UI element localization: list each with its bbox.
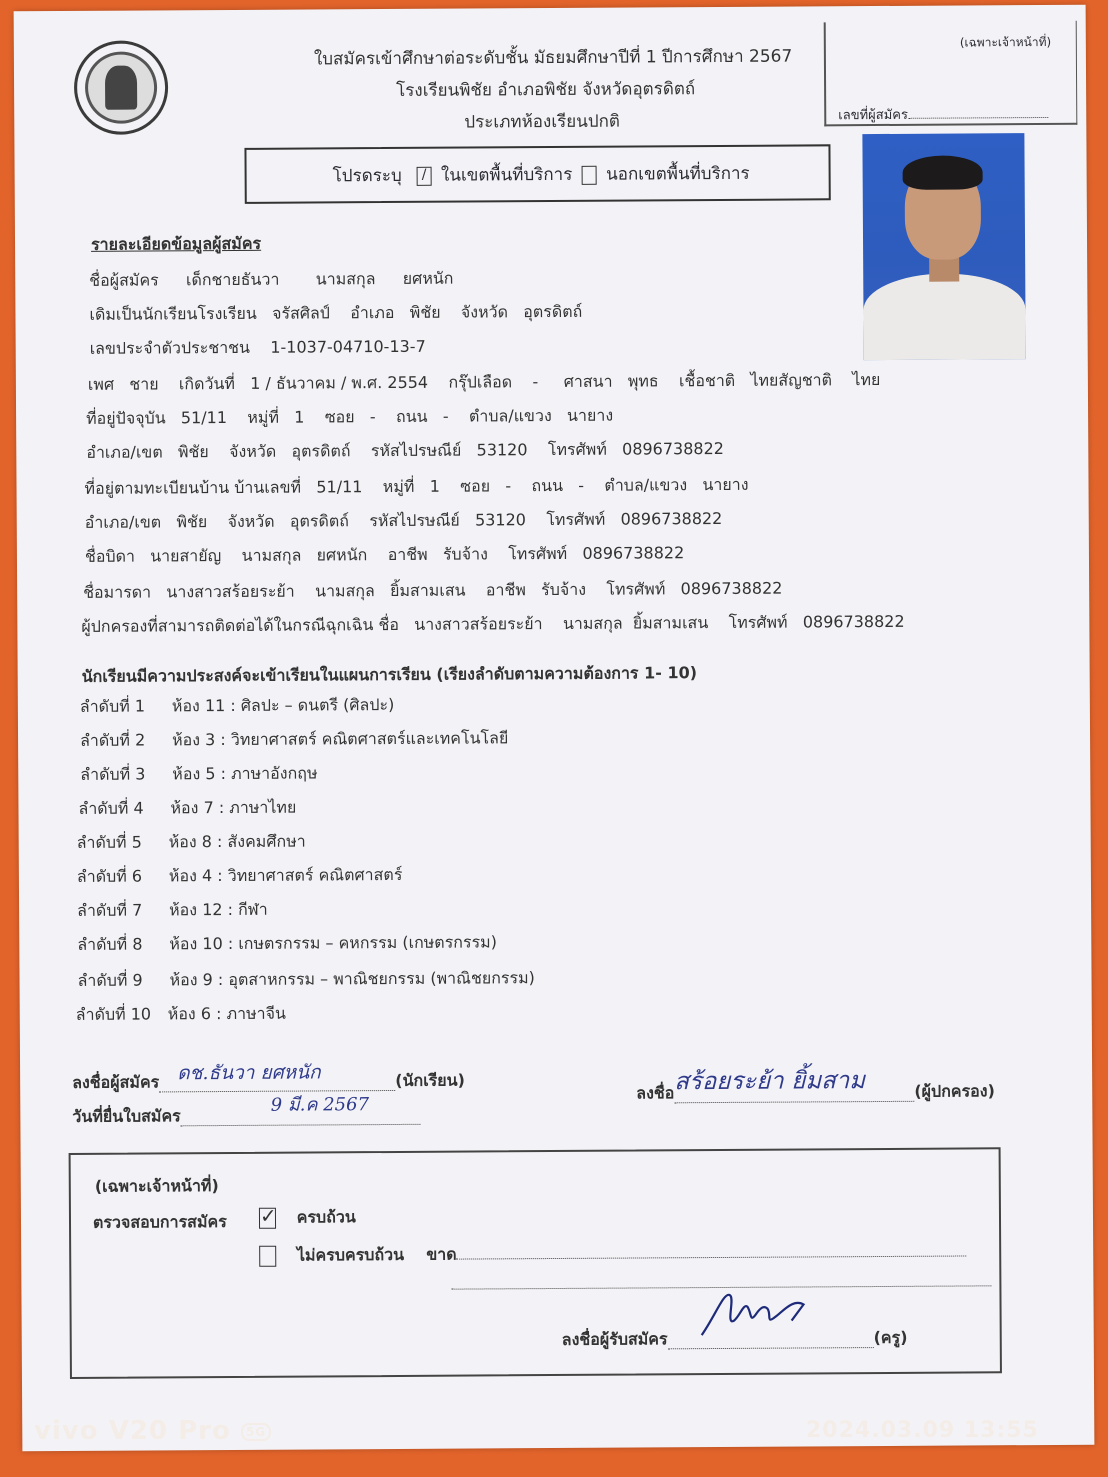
plan-room: ห้อง 8 : สังคมศึกษา <box>168 831 306 852</box>
submission-date-row: วันที่ยื่นใบสมัคร 9 มี.ค 2567 <box>72 1103 421 1130</box>
camera-timestamp: 2024.03.09 13:55 <box>806 1418 1039 1443</box>
verification-label: ตรวจสอบการสมัคร <box>92 1212 227 1232</box>
plan-room: ห้อง 9 : อุตสาหกรรม – พาณิชยกรรม (พาณิชยกรรม) <box>169 968 535 990</box>
study-plan-item <box>77 966 534 994</box>
plan-room: ห้อง 7 : ภาษาไทย <box>170 797 297 818</box>
outside-area-checkbox[interactable] <box>582 165 597 184</box>
plan-room: ห้อง 4 : วิทยาศาสตร์ คณิตศาสตร์ <box>168 864 403 886</box>
5g-badge: 5G <box>241 1423 271 1441</box>
plan-rank: ลำดับที่ 5 <box>76 832 142 852</box>
staff-box-title: (เฉพาะเจ้าหน้าที่) <box>94 1176 219 1196</box>
applicant-signature-row: ลงชื่อผู้สมัคร ดช.ธันวา ยศหนัก (นักเรียน) <box>72 1069 465 1096</box>
study-plan-item <box>77 863 403 890</box>
plan-rank: ลำดับที่ 10 <box>75 1004 152 1024</box>
area-prompt: โปรดระบุ <box>332 165 402 187</box>
plan-room: ห้อง 12 : กีฬา <box>169 899 268 920</box>
applicant-number-field: เลขที่ผู้สมัคร <box>838 103 1048 125</box>
national-id-row: เลขประจำตัวประชาชน 1-1037-04710-13-7 <box>89 336 426 358</box>
study-plan-item <box>80 726 508 754</box>
form-title: ใบสมัครเข้าศึกษาต่อระดับชั้น มัธยมศึกษาปีที่ 1 ปีการศึกษา 2567 <box>313 46 793 70</box>
guardian-row: ผู้ปกครองที่สามารถติดต่อได้ในกรณีฉุกเฉิน ชื่อ นางสาวสร้อยระย้า นามสกุล ยิ้มสามเสน โทรศัพท์ 0896738822 <box>81 611 905 636</box>
guardian-signature: สร้อยระย้า ยิ้มสาม <box>674 1066 866 1096</box>
receiver-signature-row: ลงชื่อผู้รับสมัคร (ครู) <box>562 1326 908 1353</box>
plan-room: ห้อง 10 : เกษตรกรรม – คหกรรม (เกษตรกรรม) <box>169 932 497 954</box>
service-area-choice <box>244 144 830 204</box>
classroom-type: ประเภทห้องเรียนปกติ <box>464 111 620 133</box>
study-plan-item <box>77 898 268 924</box>
plan-rank: ลำดับที่ 2 <box>80 730 146 750</box>
incomplete-checkbox[interactable] <box>259 1246 276 1267</box>
plan-room: ห้อง 5 : ภาษาอังกฤษ <box>172 763 318 784</box>
receiver-signature <box>695 1284 815 1343</box>
registered-district-row: อำเภอ/เขต พิชัย จังหวัด อุตรดิตถ์ รหัสไปรษณีย์ 53120 โทรศัพท์ 0896738822 <box>84 508 723 532</box>
applicant-section-title: รายละเอียดข้อมูลผู้สมัคร <box>90 233 262 254</box>
mother-row: ชื่อมารดา นางสาวสร้อยระย้า นามสกุล ยิ้มสามเสน อาชีพ รับจ้าง โทรศัพท์ 0896738822 <box>83 578 783 602</box>
plan-rank: ลำดับที่ 6 <box>76 866 143 886</box>
study-plan-item <box>80 761 317 787</box>
office-use-box <box>824 21 1078 127</box>
study-plan-item <box>77 930 497 958</box>
plan-rank: ลำดับที่ 7 <box>77 900 143 920</box>
plan-room: ห้อง 6 : ภาษาจีน <box>167 1003 286 1024</box>
camera-model-watermark: vivo V20 Pro 5G <box>34 1416 271 1446</box>
plan-room: ห้อง 11 : ศิลปะ – ดนตรี (ศิลปะ) <box>171 694 395 716</box>
plan-rank: ลำดับที่ 8 <box>77 934 143 954</box>
current-address-row: ที่อยู่ปัจจุบัน 51/11 หมู่ที่ 1 ซอย - ถนน - ตำบล/แขวง นายาง <box>86 405 614 428</box>
missing-label: ขาด <box>426 1244 457 1264</box>
complete-checkbox[interactable]: ✓ <box>259 1203 277 1228</box>
plan-room: ห้อง 3 : วิทยาศาสตร์ คณิตศาสตร์และเทคโนโลยี <box>172 728 509 750</box>
outside-area-label: นอกเขตพื้นที่บริการ <box>606 163 750 185</box>
current-district-row: อำเภอ/เขต พิชัย จังหวัด อุตรดิตถ์ รหัสไปรษณีย์ 53120 โทรศัพท์ 0896738822 <box>86 438 724 462</box>
plan-rank: ลำดับที่ 9 <box>77 970 143 990</box>
complete-label: ครบถ้วน <box>296 1207 356 1227</box>
inside-area-label: ในเขตพื้นที่บริการ <box>440 164 573 186</box>
plan-rank: ลำดับที่ 3 <box>80 764 146 784</box>
application-form <box>14 5 1095 1452</box>
study-plan-title: นักเรียนมีความประสงค์จะเข้าเรียนในแผนการเรียน (เรียงลำดับตามความต้องการ 1- 10) <box>81 663 698 686</box>
guardian-signature-row: ลงชื่อ สร้อยระย้า ยิ้มสาม (ผู้ปกครอง) <box>636 1079 995 1106</box>
applicant-name-row: ชื่อผู้สมัคร เด็กชายธันวา นามสกุล ยศหนัก <box>89 268 454 290</box>
father-row: ชื่อบิดา นายสายัญ นามสกุล ยศหนัก อาชีพ รับจ้าง โทรศัพท์ 0896738822 <box>84 543 685 566</box>
submission-date: 9 มี.ค 2567 <box>270 1094 370 1116</box>
applicant-photo <box>862 133 1025 360</box>
applicant-signature: ดช.ธันวา ยศหนัก <box>177 1061 321 1085</box>
plan-rank: ลำดับที่ 4 <box>78 798 144 818</box>
study-plan-item <box>76 1002 286 1028</box>
study-plan-item <box>77 830 306 856</box>
incomplete-label: ไม่ครบครบถ้วน <box>296 1244 405 1265</box>
study-plan-item <box>80 693 395 720</box>
school-name: โรงเรียนพิชัย อำเภอพิชัย จังหวัดอุตรดิตถ์ <box>396 79 696 101</box>
personal-info-row: เพศ ชาย เกิดวันที่ 1 / ธันวาคม / พ.ศ. 2554 กรุ๊ปเลือด - ศาสนา พุทธ เชื้อชาติ ไทยสัญชาติ ไทย <box>87 370 881 394</box>
study-plan-item <box>78 796 296 822</box>
office-use-title: (เฉพาะเจ้าหน้าที่) <box>959 34 1052 50</box>
registered-address-row: ที่อยู่ตามทะเบียนบ้าน บ้านเลขที่ 51/11 หมู่ที่ 1 ซอย - ถนน - ตำบล/แขวง นายาง <box>84 474 749 498</box>
missing-field[interactable] <box>457 1255 967 1259</box>
previous-school-row: เดิมเป็นนักเรียนโรงเรียน จรัสศิลป์ อำเภอ พิชัย จังหวัด อุตรดิตถ์ <box>89 301 583 324</box>
plan-rank: ลำดับที่ 1 <box>79 696 146 716</box>
staff-verification-box <box>69 1147 1002 1379</box>
inside-area-checkbox[interactable]: / <box>417 166 432 185</box>
school-seal-logo <box>74 40 169 135</box>
